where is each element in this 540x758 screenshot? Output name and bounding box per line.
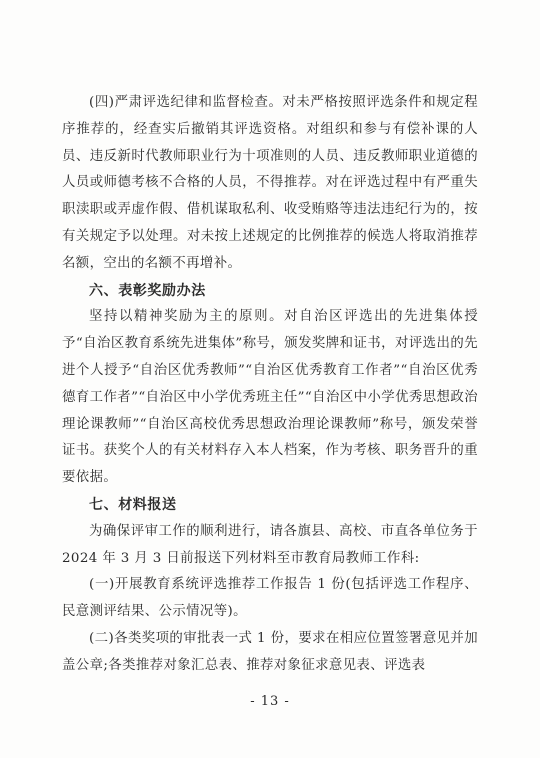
section4-paragraph: (四)严肃评选纪律和监督检查。对未严格按照评选条件和规定程序推荐的，经查实后撤销其评选资格。对组织和参与有偿补课的人员、违反新时代教师职业行为十项准则的人员、违反教师职业道德的人员或师德考核不合格的人员，不得推荐。对在评选过程中有严重失职渎职或弄虚作假、借机谋取私利、收受贿赂等违法违纪行为的，按有关规定予以处理。对未按上述规定的比例推荐的候选人将取消推荐名额，空出的名额不再增补。	[62, 95, 478, 271]
section7-heading: 七、材料报送	[89, 496, 177, 513]
section7-paragraph: 为确保评审工作的顺利进行，请各旗县、高校、市直各单位务于 2024 年 3 月 3 日前报送下列材料至市教育局教师工作科:	[62, 523, 478, 566]
section6-heading: 六、表彰奖励办法	[89, 282, 206, 299]
list-item-2: (二)各类奖项的审批表一式 1 份，要求在相应位置签署意见并加盖公章;各类推荐对象汇总表、推荐对象征求意见表、评选表	[62, 630, 478, 673]
section6-paragraph: 坚持以精神奖励为主的原则。对自治区评选出的先进集体授予“自治区教育系统先进集体”称号，颁发奖牌和证书，对评选出的先进个人授予“自治区优秀教师”“自治区优秀教育工作者”“自治区优秀德育工作者”“自治区中小学优秀班主任”“自治区中小学优秀思想政治理论课教师”“自治区高校优秀思想政治理论课教师”称号，颁发荣誉证书。获奖个人的有关材料存入本人档案，作为考核、职务晋升的重要依据。	[62, 309, 478, 486]
document-body	[62, 90, 478, 680]
page-number: - 13 -	[250, 694, 290, 709]
list-item-1: (一)开展教育系统评选推荐工作报告 1 份(包括评选工作程序、民意测评结果、公示情况等)。	[62, 577, 478, 620]
